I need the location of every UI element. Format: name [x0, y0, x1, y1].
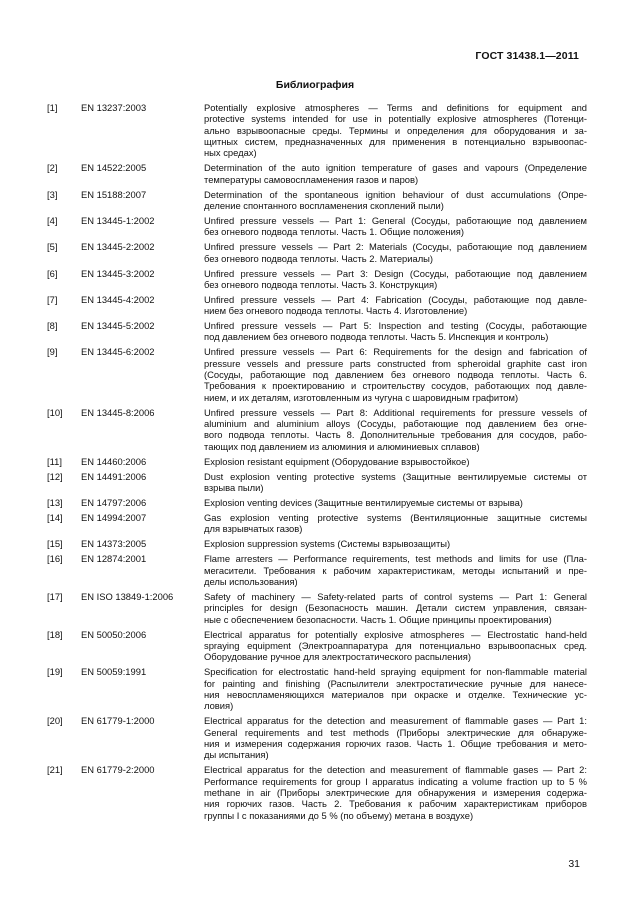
entry-number: [6]: [47, 267, 58, 279]
entry-description-line: Dust explosion venting protective systems (Защитные вентилируемые системы от: [204, 470, 587, 482]
entry-description: [204, 268, 587, 291]
entry-description-line: ловия): [204, 700, 234, 712]
entry-description-line: Electrical apparatus for potentially explosive atmospheres — Electrostatic hand-held: [204, 628, 587, 640]
entry-description: [204, 553, 587, 587]
entry-description-line: principles for design (Безопасность машин. Детали систем управления, связан-: [204, 602, 587, 614]
entry-description-line: Determination of the auto ignition temperature of gases and vapours (Определение: [204, 162, 587, 174]
entry-number: [3]: [47, 188, 58, 200]
entry-number: [1]: [47, 102, 58, 113]
entry-number: [17]: [47, 590, 63, 602]
entry-description-line: Требования к проектированию и строительству сосудов, работающих под давле-: [204, 380, 587, 392]
entry-description-line: ные с обеспечением безопасности. Часть 1. Общие принципы проектирования): [204, 613, 552, 625]
entry-description-line: General requirements and test methods (Приборы электрические для обнаруже-: [204, 726, 587, 738]
entry-number: [14]: [47, 512, 63, 523]
section-title: Библиография: [275, 79, 355, 91]
entry-standard: EN 14994:2007: [81, 512, 147, 523]
entry-description-line: Explosion venting devices (Защитные вентилируемые системы от взрыва): [204, 497, 523, 509]
page-number: 31: [568, 858, 580, 870]
entry-number: [9]: [47, 346, 58, 358]
entry-number: [13]: [47, 497, 63, 509]
entry-description-line: тающих под давлением из алюминия и алюминиевых сплавов): [204, 440, 480, 452]
entry-description-line: Unfired pressure vessels — Part 2: Materials (Сосуды, работающие под давлением: [204, 241, 587, 253]
entry-description: [204, 715, 587, 760]
entry-description-line: ных средах): [204, 147, 257, 159]
entry-standard: EN 13445-8:2006: [81, 406, 155, 418]
entry-description-line: щитных систем, предназначенных для применения в потенциально взрывоопас-: [204, 136, 587, 148]
entry-description-line: protective systems intended for use in potentially explosive atmospheres (Потенци-: [204, 113, 587, 125]
entry-description-line: нием, и их деталям, изготовленным из чугуна с шаровидным графитом): [204, 391, 519, 403]
entry-description-line: Explosion resistant equipment (Оборудование взрывостойкое): [204, 455, 470, 467]
entry-number: [19]: [47, 666, 63, 678]
entry-description: [204, 407, 587, 452]
entry-standard: EN 50059:1991: [81, 666, 147, 678]
entry-standard: EN 13445-4:2002: [81, 293, 155, 305]
entry-description: [204, 346, 587, 403]
entry-description-line: Unfired pressure vessels — Part 4: Fabrication (Сосуды, работающие под давле-: [204, 293, 587, 305]
entry-description-line: нием без огневого подвода теплоты. Часть 4. Изготовление): [204, 305, 468, 317]
entry-description-line: ния невоспламеняющихся материалов при окраске и отделке. Технические ус-: [204, 688, 587, 700]
entry-number: [12]: [47, 470, 63, 482]
entry-standard: EN ISO 13849-1:2006: [81, 590, 174, 602]
entry-description: [204, 764, 587, 821]
entry-number: [15]: [47, 538, 63, 550]
entry-description-line: methane in air (Приборы электрические для обнаружения и измерения содержа-: [204, 786, 587, 798]
entry-standard: EN 61779-1:2000: [81, 715, 155, 727]
entry-standard: EN 13445-6:2002: [81, 346, 155, 358]
entry-description: [204, 512, 587, 535]
entry-description-line: ды испытания): [204, 749, 269, 761]
entry-description: [204, 538, 587, 549]
entry-standard: EN 15188:2007: [81, 188, 147, 200]
entry-standard: EN 13445-3:2002: [81, 267, 155, 279]
entry-description-line: (Сосуды, работающие под давлением без огневого подвода теплоты. Часть 6.: [204, 369, 587, 381]
entry-description: [204, 294, 587, 317]
entry-standard: EN 61779-2:2000: [81, 764, 155, 776]
entry-description-line: for painting and finishing (Распылители электростатические ручные для нанесе-: [204, 677, 587, 689]
entry-description: [204, 591, 587, 625]
entry-description-line: ния и измерения содержания горючих газов. Часть 1. Общие требования и мето-: [204, 737, 587, 749]
entry-number: [16]: [47, 553, 63, 565]
entry-description-line: spraying equipment (Электроаппаратура для потенциально взрывоопасных сред.: [204, 639, 587, 651]
entry-standard: EN 14797:2006: [81, 497, 147, 509]
entry-standard: EN 14373:2005: [81, 538, 147, 550]
entry-description-line: Unfired pressure vessels — Part 1: General (Сосуды, работающие под давлением: [204, 214, 587, 226]
entry-description-line: Оборудование ручное для электростатического распыления): [204, 651, 471, 663]
entry-standard: EN 14491:2006: [81, 470, 147, 482]
entry-description-line: ния горючих газов. Часть 2. Требования к рабочим характеристикам приборов: [204, 798, 587, 810]
entry-standard: EN 14522:2005: [81, 162, 147, 174]
entry-number: [4]: [47, 214, 58, 226]
entry-number: [8]: [47, 320, 58, 332]
entry-description: [204, 241, 587, 264]
entry-description-line: ально взрывоопасные среды. Термины и определения для оборудования и за-: [204, 124, 587, 136]
entry-description-line: Electrical apparatus for the detection and measurement of flammable gases — Part 2:: [204, 764, 587, 776]
entry-description-line: Unfired pressure vessels — Part 3: Design (Сосуды, работающие под давлением: [204, 267, 587, 279]
entry-description-line: Electrical apparatus for the detection and measurement of flammable gases — Part 1:: [204, 715, 587, 727]
entry-description-line: Determination of the spontaneous ignition behaviour of dust accumulations (Опре-: [204, 188, 587, 200]
entry-description-line: Unfired pressure vessels — Part 5: Inspection and testing (Сосуды, работающие: [204, 320, 587, 332]
entry-number: [10]: [47, 406, 63, 418]
entry-description: [204, 456, 587, 467]
entry-number: [20]: [47, 715, 63, 727]
entry-standard: EN 13237:2003: [81, 102, 147, 113]
entry-description-line: взрыва пыли): [204, 482, 264, 494]
entry-number: [2]: [47, 162, 58, 174]
entry-standard: EN 13445-1:2002: [81, 214, 155, 226]
entry-description-line: Flame arresters — Performance requirements, test methods and limits for use (Пла-: [204, 553, 587, 565]
entry-description-line: Specification for electrostatic hand-held spraying equipment for non-flammable material: [204, 666, 587, 678]
entry-description-line: pressure vessels and pressure parts constructed from spheroidal graphite cast iron: [204, 357, 587, 369]
entry-standard: EN 13445-5:2002: [81, 320, 155, 332]
entry-description-line: без огневого подвода теплоты. Часть 2. Материалы): [204, 252, 434, 264]
entry-description-line: мегасители. Требования к рабочим характеристикам, методы испытаний и пре-: [204, 564, 587, 576]
entry-description-line: Potentially explosive atmospheres — Terms and definitions for equipment and: [204, 102, 587, 113]
entry-description: [204, 629, 587, 663]
entry-description-line: без огневого подвода теплоты. Часть 3. Конструкция): [204, 278, 438, 290]
entry-description-line: под давлением без огневого подвода теплоты. Часть 5. Инспекция и контроль): [204, 331, 549, 343]
entry-number: [11]: [47, 455, 62, 467]
entry-description-line: Safety of machinery — Safety-related parts of control systems — Part 1: General: [204, 590, 587, 602]
entry-description-line: для взрывчатых газов): [204, 523, 303, 535]
entry-description-line: Performance requirements for group I apparatus indicating a volume fraction up to 5 %: [204, 775, 587, 787]
entry-description: [204, 215, 587, 238]
entry-standard: EN 13445-2:2002: [81, 241, 155, 253]
entry-number: [7]: [47, 293, 58, 305]
entry-description-line: группы I с показаниями до 5 % (по объему) метана в воздухе): [204, 809, 474, 821]
entry-standard: EN 50050:2006: [81, 628, 147, 640]
entry-number: [21]: [47, 764, 63, 776]
entry-description: [204, 497, 587, 508]
entry-number: [5]: [47, 241, 58, 253]
entry-description-line: Explosion suppression systems (Системы взрывозащиты): [204, 538, 451, 550]
entry-description-line: вого подвода теплоты. Часть 8. Дополнительные требования для сосудов, рабо-: [204, 429, 587, 441]
entry-description-line: деление спонтанного воспламенения скоплений пыли): [204, 199, 444, 211]
document-code: ГОСТ 31438.1—2011: [475, 50, 579, 62]
entry-description: [204, 162, 587, 185]
entry-standard: EN 14460:2006: [81, 455, 147, 467]
entry-description: [204, 189, 587, 212]
entry-description-line: Unfired pressure vessels — Part 6: Requirements for the design and fabrication of: [204, 346, 587, 358]
entry-description-line: без огневого подвода теплоты. Часть 1. Общие положения): [204, 226, 465, 238]
entry-description: [204, 471, 587, 494]
entry-description-line: aluminium and aluminium alloys (Сосуды, работающие под давлением без огне-: [204, 418, 587, 430]
entry-description-line: Gas explosion venting protective systems (Вентиляционные защитные системы: [204, 512, 587, 523]
entry-description: [204, 320, 587, 343]
entry-description-line: делы использования): [204, 575, 298, 587]
entry-description-line: Unfired pressure vessels — Part 8: Additional requirements for pressure vessels of: [204, 406, 587, 418]
entry-description: [204, 102, 587, 159]
entry-number: [18]: [47, 628, 63, 640]
entry-standard: EN 12874:2001: [81, 553, 147, 565]
entry-description: [204, 666, 587, 711]
entry-description-line: температуры самовоспламенения газов и паров): [204, 173, 419, 185]
